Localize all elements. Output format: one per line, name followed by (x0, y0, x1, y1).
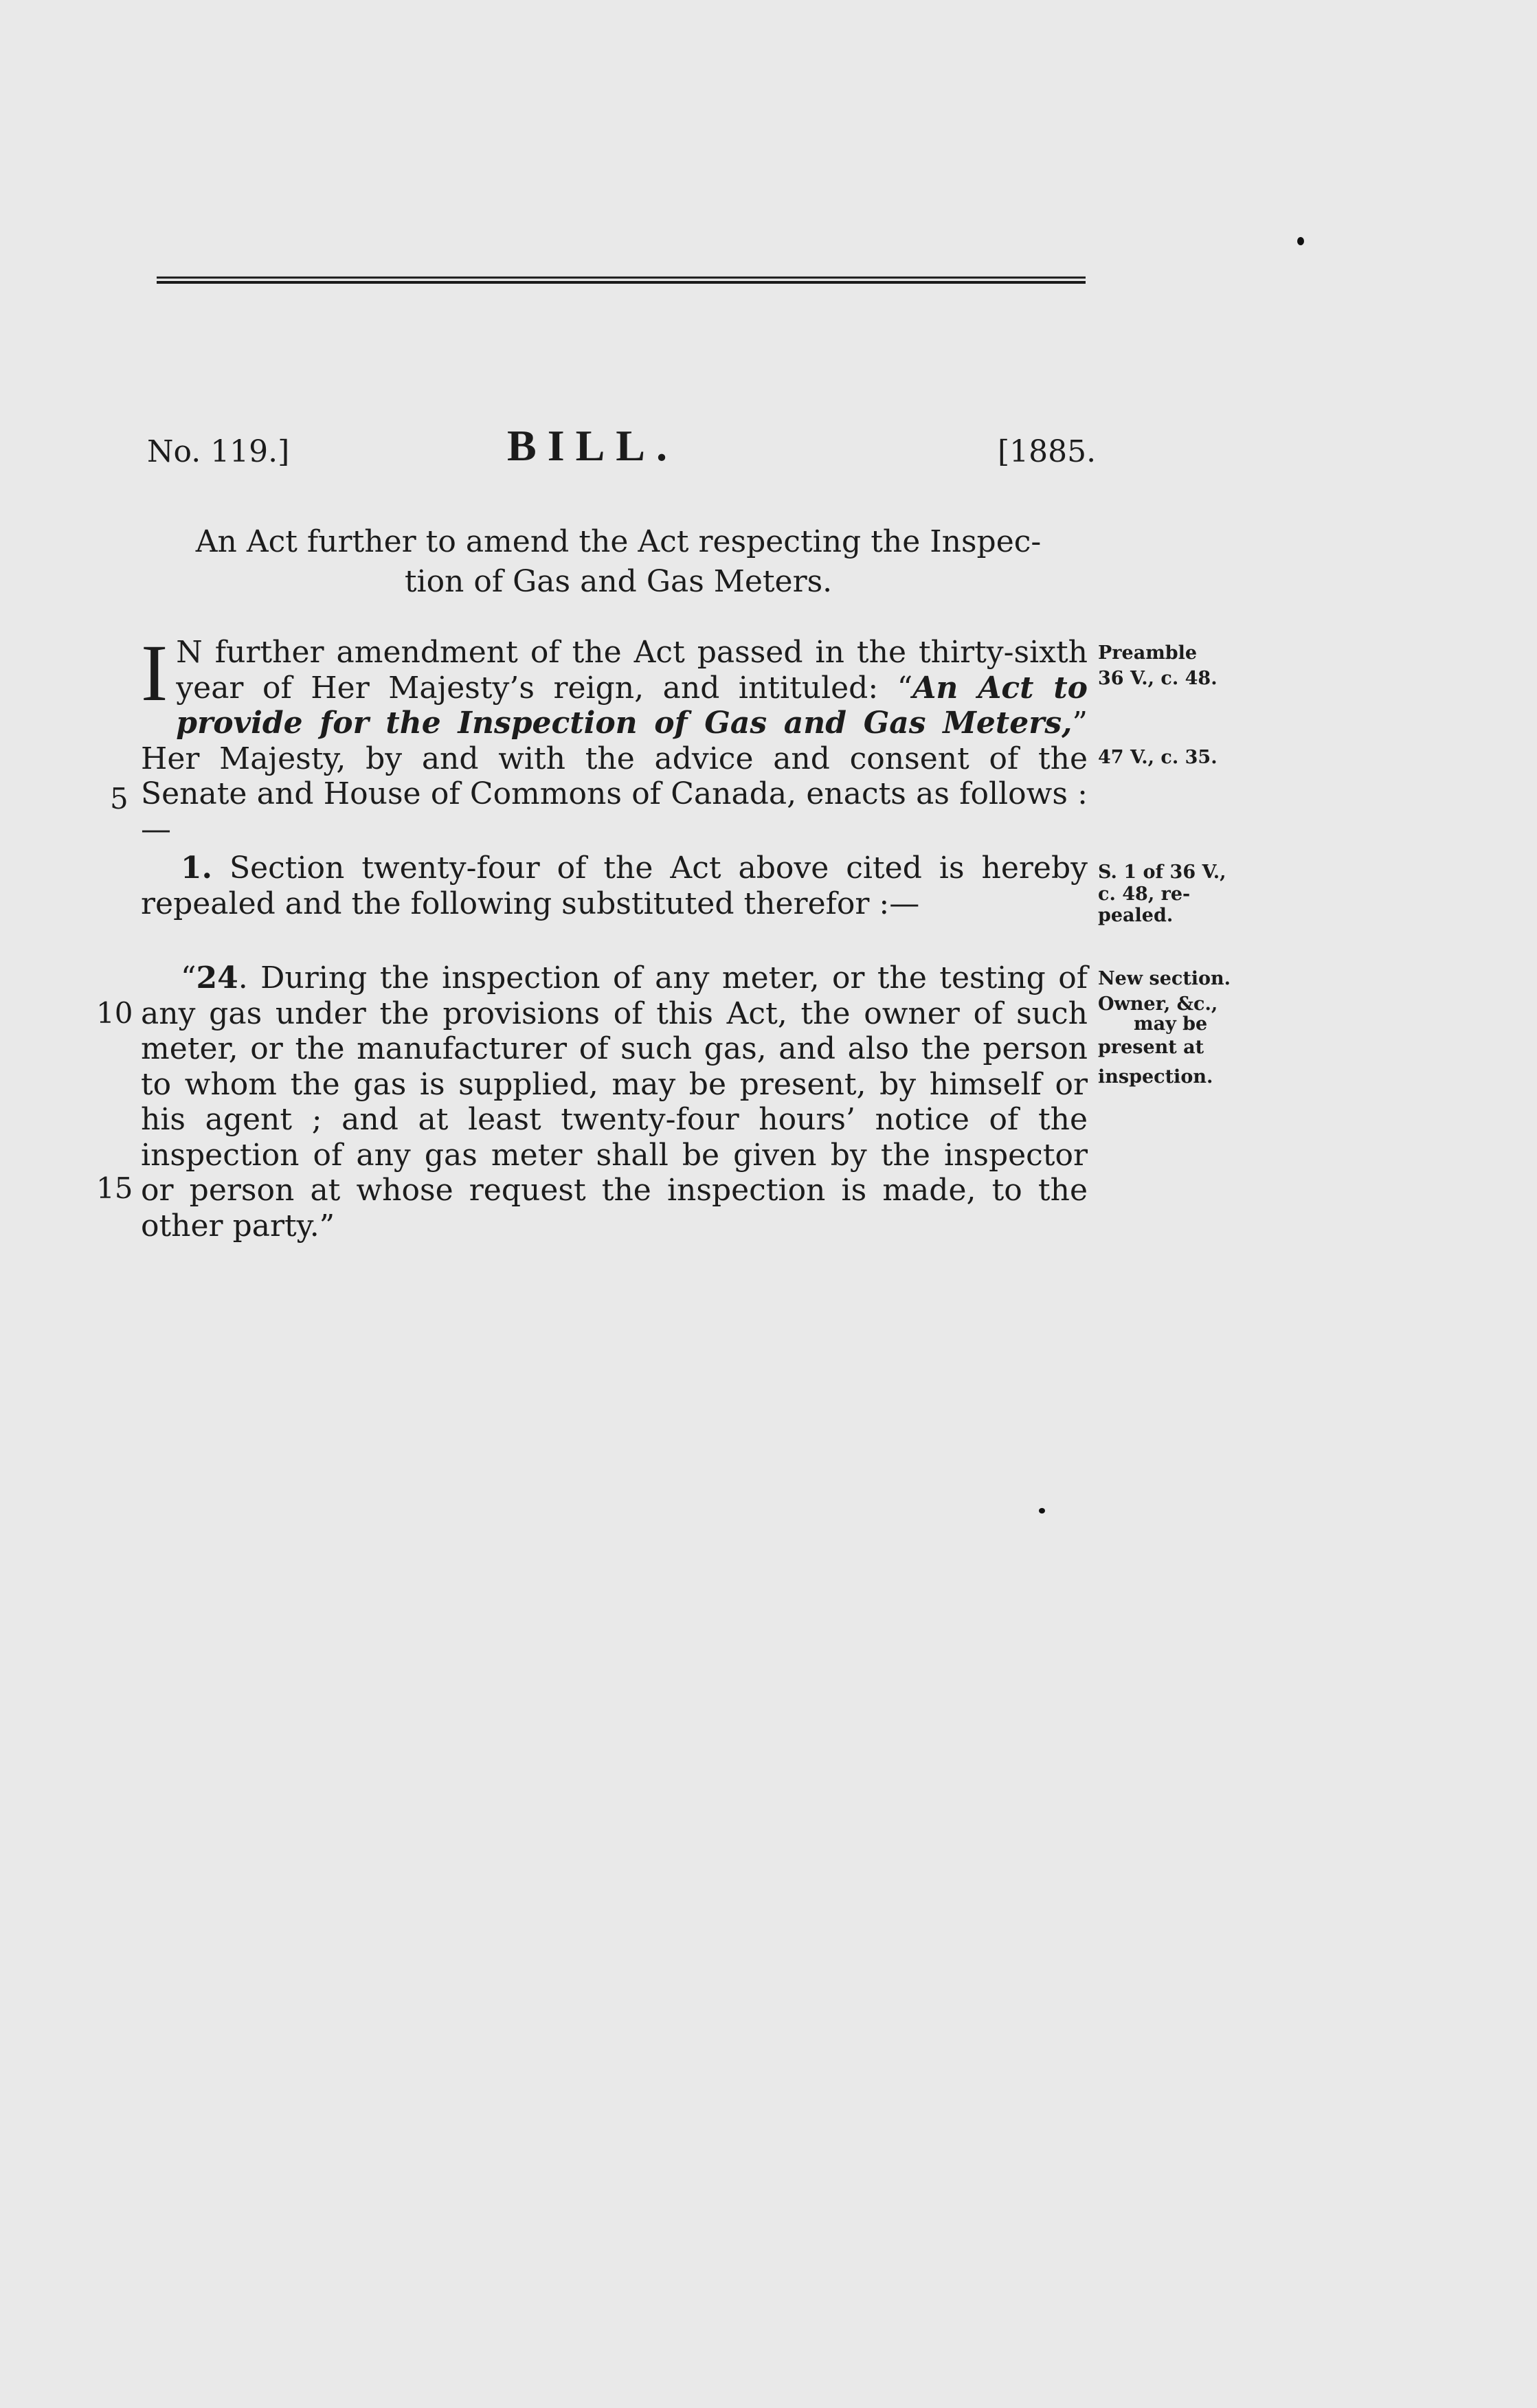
preamble-text-b: ” Her Majesty, by and with the advice and consent of the Senate and House of Commons of Canada, enacts as follows :— (141, 706, 1088, 847)
margin-note-ref-36v: 36 V., c. 48. (1098, 668, 1218, 689)
ink-speck (1039, 1508, 1045, 1514)
section-1-text: Section twenty-four of the Act above cited is hereby repealed and the following substituted therefor :— (141, 851, 1088, 921)
section-1-number: 1. (181, 851, 212, 886)
preamble-text-a: N further amendment of the Act passed in the thirty-sixth year of Her Majesty’s reign, and intituled: “ (176, 635, 1088, 706)
section-24-text: . During the inspection of any meter, or the testing of any gas under the provisions of this Act, the owner of such meter, or the manufacturer of such gas, and also the person to whom the gas is supplied, may be present, by himself or his agent ; and at least twenty-four hours’ notice of the inspection of any gas meter shall be given by the inspector or person at whose request the inspection is made, to the other party.” (141, 960, 1088, 1244)
ink-speck (1297, 237, 1304, 245)
drop-cap: I (141, 628, 168, 718)
margin-note-s1-line2: c. 48, re- (1098, 884, 1191, 905)
margin-note-preamble: Preamble (1098, 642, 1198, 664)
bill-heading: BILL. (507, 421, 678, 470)
margin-note-owner: Owner, &c., (1098, 993, 1218, 1015)
section-1-paragraph (141, 851, 1088, 921)
section-24-paragraph (141, 960, 1088, 1244)
top-rule (157, 273, 1086, 288)
margin-note-s1-line1: S. 1 of 36 V., (1098, 862, 1226, 883)
margin-note-present-at: present at (1098, 1037, 1204, 1058)
act-title-line-2: tion of Gas and Gas Meters. (404, 564, 833, 599)
section-24-quote: “ (181, 960, 197, 995)
margin-note-new-section: New section. (1098, 968, 1231, 989)
margin-note-s1-line3: pealed. (1098, 905, 1174, 926)
preamble-paragraph (141, 628, 1088, 847)
act-title-line-1: An Act further to amend the Act respecting the Inspec- (195, 524, 1042, 559)
line-number-5: 5 (110, 782, 128, 815)
margin-note-ref-47v: 47 V., c. 35. (1098, 747, 1218, 768)
line-number-10: 10 (96, 996, 133, 1030)
section-24-number: 24 (196, 960, 238, 995)
cited-act-title: An Act to provide for the Inspection of Gas and Gas Meters, (176, 670, 1088, 741)
margin-note-inspection: inspection. (1098, 1066, 1213, 1088)
bill-number: No. 119.] (147, 434, 290, 469)
bill-year: [1885. (998, 434, 1097, 469)
line-number-15: 15 (96, 1171, 133, 1205)
margin-note-may-be: may be (1134, 1013, 1208, 1035)
act-title (147, 522, 1090, 602)
